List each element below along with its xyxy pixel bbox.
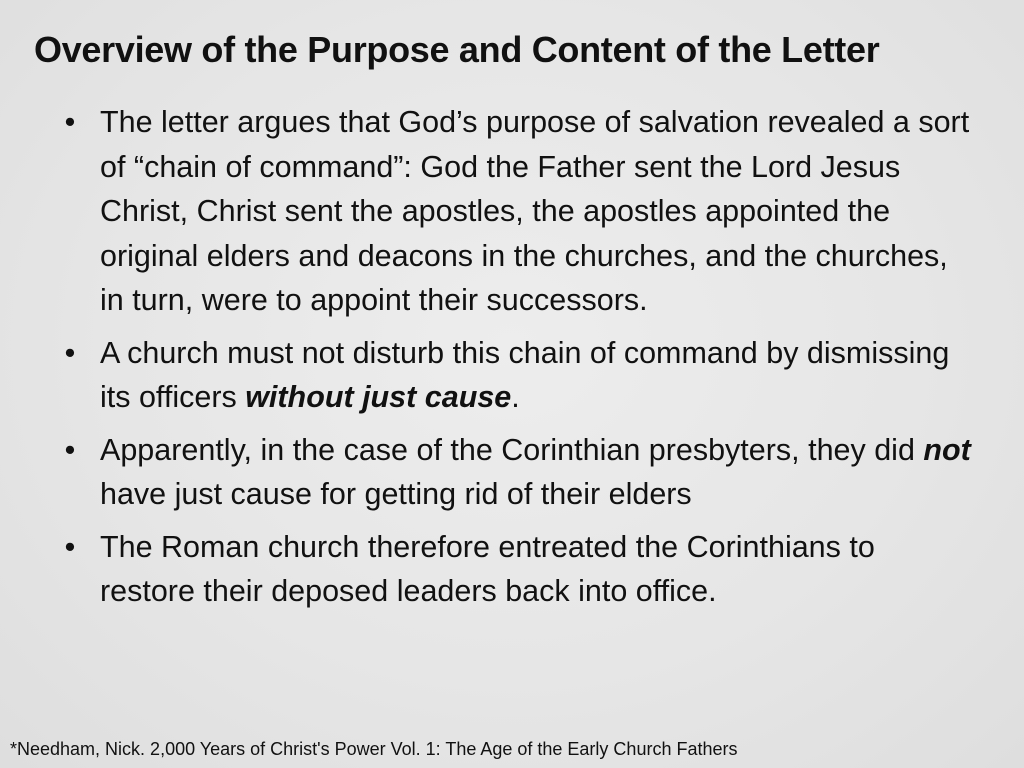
footnote-citation: *Needham, Nick. 2,000 Years of Christ's Power Vol. 1: The Age of the Early Church Fathers: [10, 739, 738, 759]
bullet-emphasis: without just cause: [245, 380, 512, 414]
bullet-text: The letter argues that God’s purpose of salvation revealed a sort of “chain of command”: God the Father sent the Lord Jesus Christ, Christ sent the apostles, the apostles appointed the original elders and deacons in the churches, and the churches, in turn, were to appoint their successors.: [100, 105, 970, 317]
bullet-text-after: .: [511, 380, 520, 414]
bullet-marker: •: [64, 432, 76, 467]
bullet-marker: •: [64, 529, 76, 564]
bullet-marker: •: [64, 105, 76, 139]
bullet-marker: •: [64, 335, 76, 370]
bullet-text: [100, 433, 971, 512]
bullet-text: The Roman church therefore entreated the Corinthians to restore their deposed leaders back into office.: [100, 529, 875, 608]
bullet-text-before: Apparently, in the case of the Corinthian presbyters, they did: [100, 432, 924, 467]
slide-title: Overview of the Purpose and Content of the Letter: [34, 29, 880, 70]
bullet-item-4: [56, 525, 976, 614]
bullet-emphasis: not: [923, 432, 971, 467]
bullet-list: [56, 100, 976, 622]
bullet-item-3: [56, 428, 976, 517]
bullet-text: [100, 336, 949, 415]
bullet-item-1: [56, 100, 976, 323]
bullet-text-after: have just cause for getting rid of their elders: [100, 477, 692, 511]
bullet-item-2: [56, 331, 976, 420]
bullet-text-before: A church must not disturb this chain of command by dismissing its officers: [100, 335, 950, 414]
